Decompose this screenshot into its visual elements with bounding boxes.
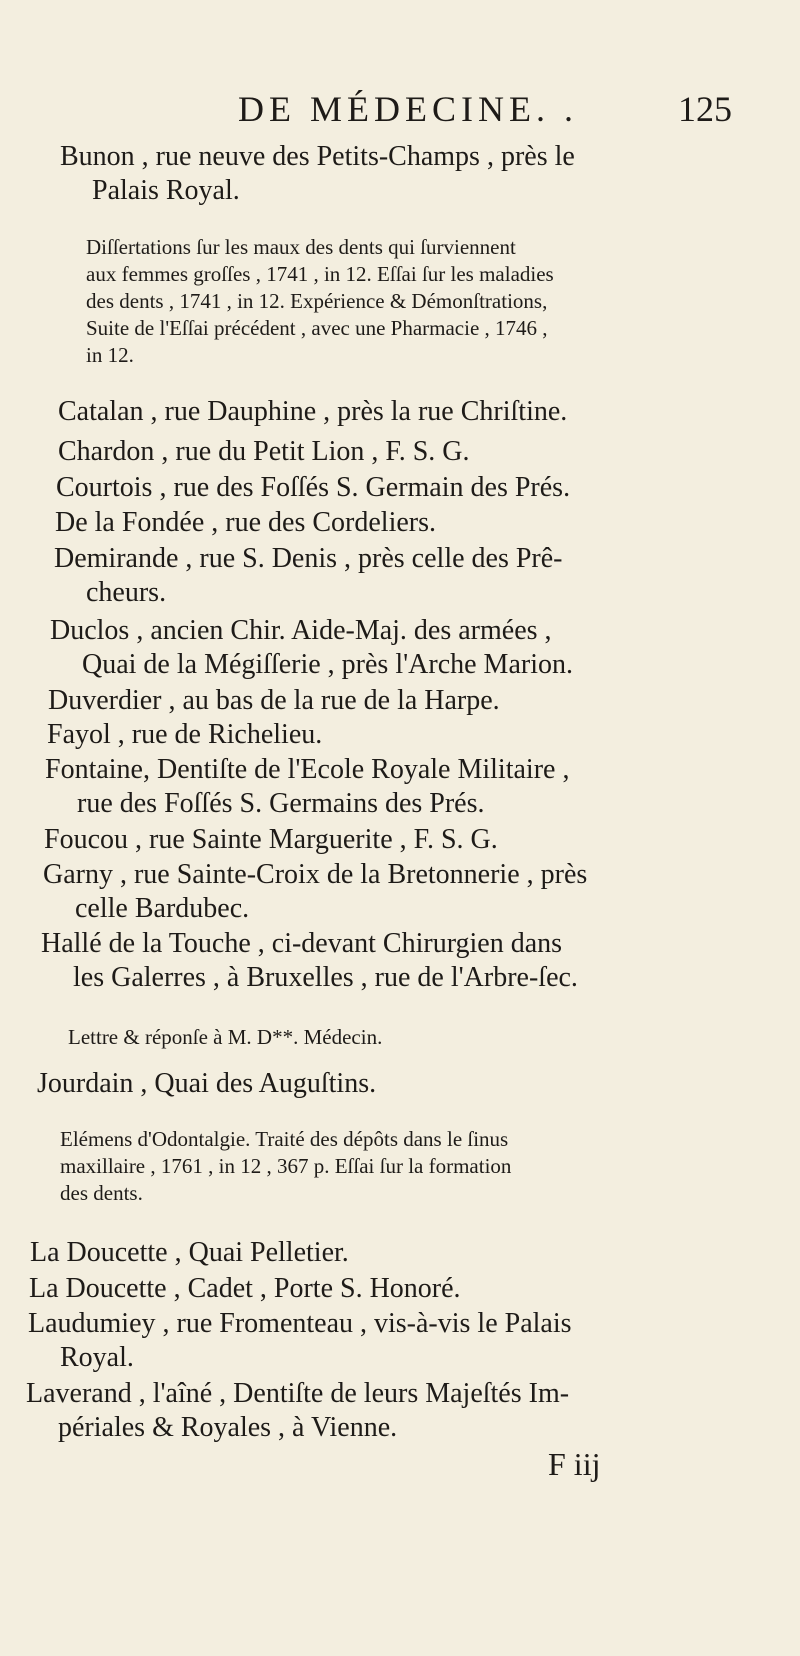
entry-line: De la Fondée , rue des Cordeliers. bbox=[55, 507, 436, 538]
entry-fayol bbox=[47, 718, 322, 752]
entry-continuation: périales & Royales , à Vienne. bbox=[58, 1412, 398, 1443]
entry-line: Courtois , rue des Foſſés S. Germain des Prés. bbox=[56, 472, 571, 503]
entry-line: Laudumiey , rue Fromenteau , vis-à-vis le Palais bbox=[28, 1308, 572, 1339]
entry-continuation: les Galerres , à Bruxelles , rue de l'Arbre-ſec. bbox=[73, 962, 578, 993]
entry-courtois bbox=[56, 471, 570, 505]
entry-jourdain bbox=[37, 1067, 376, 1101]
entry-laverand bbox=[26, 1377, 569, 1445]
entry-line: Fayol , rue de Richelieu. bbox=[47, 719, 323, 750]
entry-continuation: Quai de la Mégiſſerie , près l'Arche Marion. bbox=[82, 649, 573, 680]
entry-duclos bbox=[50, 614, 573, 682]
entry-line: La Doucette , Quai Pelletier. bbox=[30, 1237, 349, 1268]
entry-bunon bbox=[60, 140, 575, 208]
entry-de-la-fondee bbox=[55, 506, 436, 540]
running-title: DE MÉDECINE. . bbox=[238, 89, 578, 129]
signature-mark: F iij bbox=[548, 1446, 601, 1482]
entry-continuation: rue des Foſſés S. Germains des Prés. bbox=[77, 788, 485, 819]
entry-continuation: Palais Royal. bbox=[92, 175, 240, 206]
entry-line: Laverand , l'aîné , Dentiſte de leurs Majeſtés Im- bbox=[26, 1378, 570, 1409]
note-line: des dents , 1741 , in 12. Expérience & Démonſtrations, bbox=[86, 289, 548, 313]
entry-continuation: cheurs. bbox=[86, 577, 167, 608]
entry-duverdier bbox=[48, 684, 500, 718]
entry-demirande bbox=[54, 542, 563, 610]
entry-la-doucette bbox=[30, 1236, 349, 1270]
note-line: maxillaire , 1761 , in 12 , 367 p. Eſſai ſur la formation bbox=[60, 1154, 512, 1178]
entry-halle-de-la-touche bbox=[41, 927, 578, 995]
note-line: Lettre & réponſe à M. D**. Médecin. bbox=[68, 1025, 383, 1049]
entry-line: Duclos , ancien Chir. Aide-Maj. des armées , bbox=[50, 615, 552, 646]
entry-line: Foucou , rue Sainte Marguerite , F. S. G. bbox=[44, 824, 498, 855]
page-header bbox=[0, 86, 800, 132]
entry-line: Bunon , rue neuve des Petits-Champs , près le bbox=[60, 141, 575, 172]
note-line: in 12. bbox=[86, 343, 134, 367]
entry-line: Catalan , rue Dauphine , près la rue Chriſtine. bbox=[58, 396, 568, 427]
entry-garny bbox=[43, 858, 587, 926]
entry-line: Fontaine, Dentiſte de l'Ecole Royale Militaire , bbox=[45, 754, 570, 785]
note-line: Elémens d'Odontalgie. Traité des dépôts dans le ſinus bbox=[60, 1127, 509, 1151]
entry-line: Hallé de la Touche , ci-devant Chirurgien dans bbox=[41, 928, 563, 959]
entry-laudumiey bbox=[28, 1307, 572, 1375]
entry-chardon bbox=[58, 435, 470, 469]
entry-line: Duverdier , au bas de la rue de la Harpe. bbox=[48, 685, 500, 716]
entry-line: La Doucette , Cadet , Porte S. Honoré. bbox=[29, 1273, 461, 1304]
entry-continuation: celle Bardubec. bbox=[75, 893, 250, 924]
entry-foucou bbox=[44, 823, 498, 857]
note-line: des dents. bbox=[60, 1181, 143, 1205]
page-number: 125 bbox=[678, 89, 732, 129]
note-line: aux femmes groſſes , 1741 , in 12. Eſſai ſur les maladies bbox=[86, 262, 554, 286]
entry-line: Chardon , rue du Petit Lion , F. S. G. bbox=[58, 436, 470, 467]
entry-line: Garny , rue Sainte-Croix de la Bretonnerie , près bbox=[43, 859, 588, 890]
entry-line: Demirande , rue S. Denis , près celle des Prê- bbox=[54, 543, 563, 574]
entry-line: Jourdain , Quai des Auguſtins. bbox=[37, 1068, 377, 1099]
entry-continuation: Royal. bbox=[60, 1342, 134, 1373]
note-jourdain bbox=[60, 1126, 511, 1207]
entry-la-doucette-cadet bbox=[29, 1272, 461, 1306]
note-halle bbox=[68, 1024, 382, 1051]
note-bunon bbox=[86, 234, 554, 369]
note-line: Suite de l'Eſſai précédent , avec une Pharmacie , 1746 , bbox=[86, 316, 548, 340]
entry-catalan bbox=[58, 395, 567, 429]
note-line: Diſſertations ſur les maux des dents qui ſurviennent bbox=[86, 235, 516, 259]
entry-fontaine bbox=[45, 753, 569, 821]
